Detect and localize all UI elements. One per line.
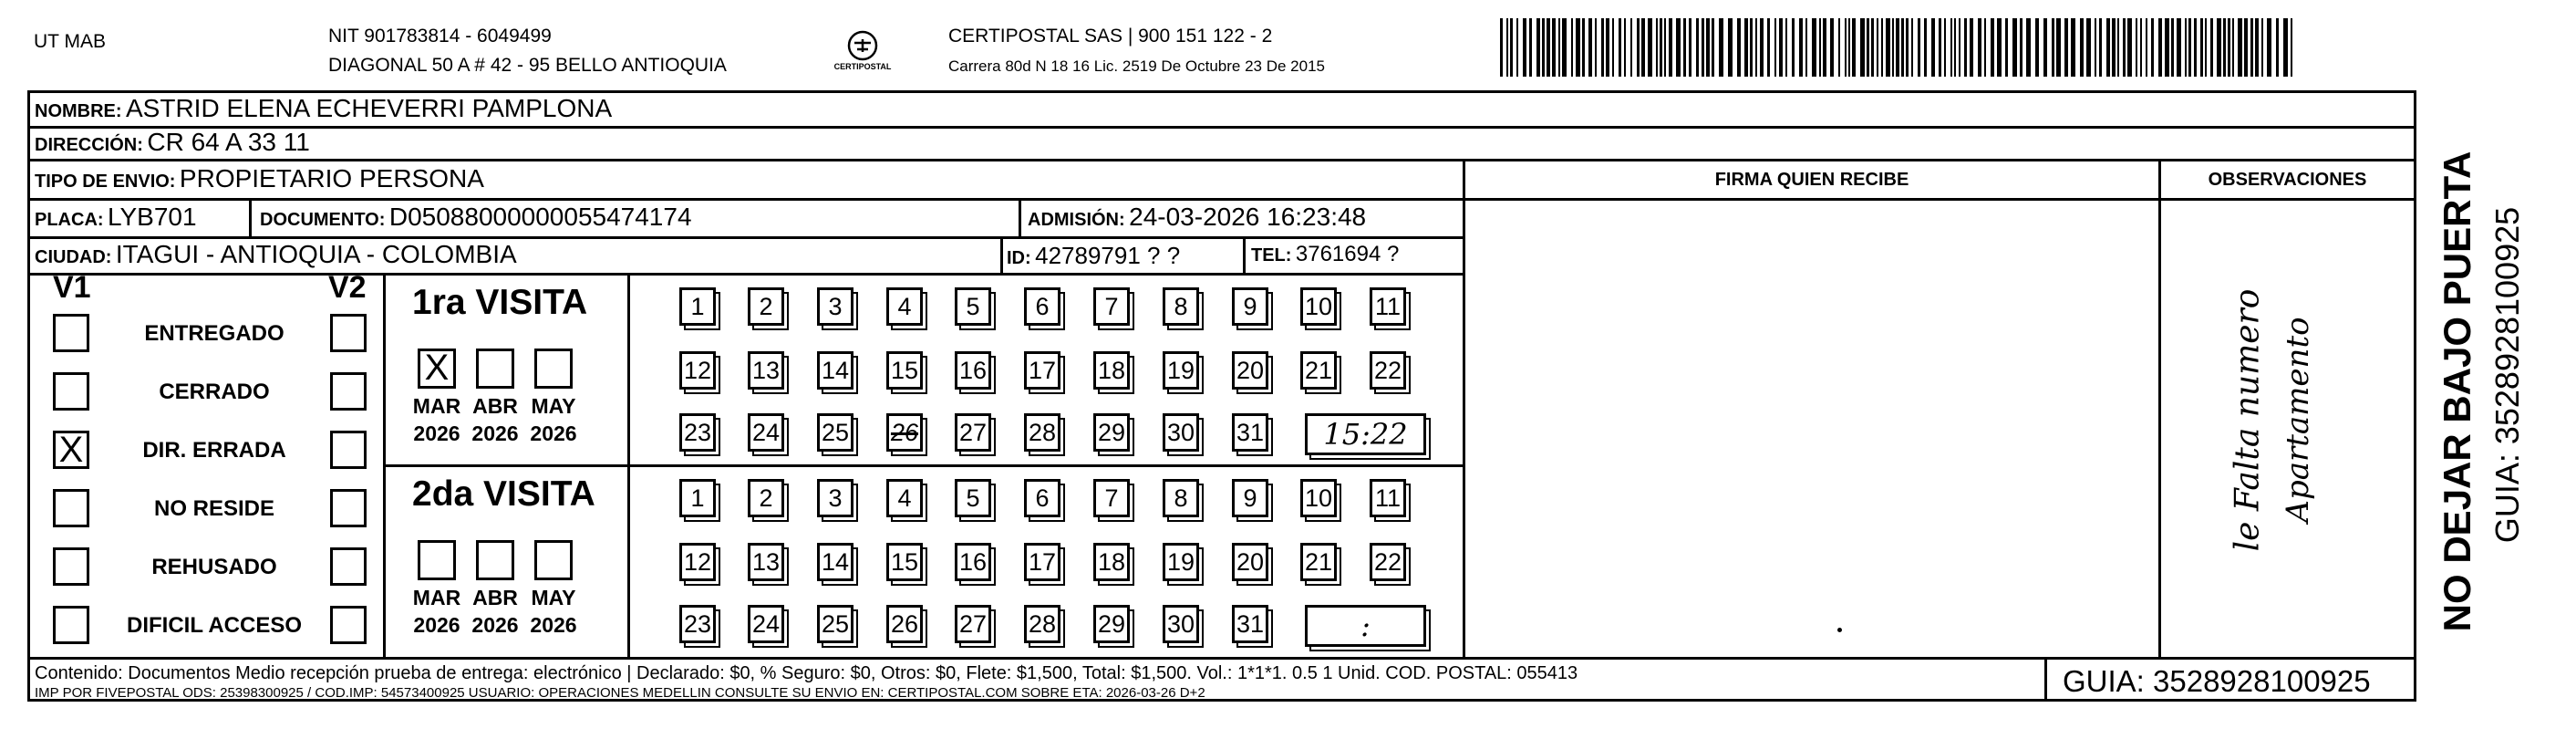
day-box[interactable]: 29: [1093, 605, 1130, 643]
day-box[interactable]: 11: [1370, 287, 1406, 326]
carrier-license: Carrera 80d N 18 16 Lic. 2519 De Octubre 23 De 2015: [948, 57, 1325, 75]
carrier-name: CERTIPOSTAL SAS | 900 151 122 - 2: [948, 26, 1273, 47]
day-box[interactable]: 26: [886, 605, 923, 643]
barcode-bar: [2146, 18, 2147, 77]
footer-guia-divider: [2044, 657, 2047, 701]
barcode-bar: [1510, 18, 1513, 77]
barcode-bar: [1728, 18, 1733, 77]
day-box[interactable]: 28: [1024, 605, 1060, 643]
day-box[interactable]: 31: [1232, 605, 1268, 643]
sender-address: DIAGONAL 50 A # 42 - 95 BELLO ANTIOQUIA: [328, 55, 727, 76]
barcode-bar: [1774, 18, 1776, 77]
day-box[interactable]: 17: [1024, 543, 1060, 581]
day-box[interactable]: 23: [679, 605, 716, 643]
barcode-bar: [2095, 18, 2096, 77]
status-v2-checkbox[interactable]: [330, 431, 367, 469]
barcode-bar: [2064, 18, 2068, 77]
day-box[interactable]: 3: [817, 479, 853, 517]
status-v1-checkbox[interactable]: [53, 606, 89, 644]
barcode-bar: [2261, 18, 2263, 77]
day-box[interactable]: 9: [1232, 287, 1268, 326]
barcode-bar: [1689, 18, 1691, 77]
month-year: 2026: [471, 613, 519, 637]
month-checkbox[interactable]: [476, 540, 514, 580]
observaciones-header: OBSERVACIONES: [2208, 170, 2367, 190]
v1-label: V1: [53, 270, 91, 305]
day-box[interactable]: 29: [1093, 413, 1130, 452]
barcode-bar: [2228, 18, 2230, 77]
direccion-value: CR 64 A 33 11: [147, 128, 310, 156]
barcode-bar: [1911, 18, 1913, 77]
barcode-bar: [1848, 18, 1850, 77]
contenido-text: Contenido: Documentos Medio recepción prueba de entrega: electrónico | Declarado: $0, % Seguro: $0, Otros: $0, Flete: $1,500, Total: $1,500. Vol.: 1*1*1. 0.5 1 Unid. COD. POSTAL: 055413: [35, 663, 1578, 683]
day-box[interactable]: 22: [1370, 351, 1406, 390]
status-v1-checkbox[interactable]: [53, 372, 89, 411]
month-checkbox[interactable]: X: [418, 349, 456, 389]
day-box[interactable]: 12: [679, 543, 716, 581]
nombre-value: ASTRID ELENA ECHEVERRI PAMPLONA: [126, 94, 613, 122]
barcode-bar: [1595, 18, 1597, 77]
barcode-bar: [1750, 18, 1753, 77]
company-code: UT MAB: [34, 31, 106, 52]
placa-value: LYB701: [108, 203, 197, 231]
barcode-bar: [1630, 18, 1632, 77]
barcode-bar: [1624, 18, 1626, 77]
id-field: [1007, 242, 1180, 270]
barcode-bar: [1970, 18, 1973, 77]
frame-left: [27, 90, 30, 702]
barcode-bar: [1852, 18, 1856, 77]
admision-divider: [1019, 198, 1021, 238]
barcode: [1500, 18, 2302, 77]
barcode-bar: [1719, 18, 1723, 77]
barcode-bar: [1664, 18, 1666, 77]
day-box[interactable]: 2: [748, 287, 784, 326]
logo-text: CERTIPOSTAL: [833, 62, 892, 71]
tel-divider: [1243, 236, 1246, 275]
signature-mark: [1837, 628, 1842, 632]
day-box[interactable]: 16: [955, 543, 991, 581]
barcode-bar: [1838, 18, 1840, 77]
nombre-label: NOMBRE:: [35, 101, 122, 121]
barcode-bar: [1706, 18, 1710, 77]
barcode-bar: [1950, 18, 1952, 77]
day-box[interactable]: 6: [1024, 287, 1060, 326]
barcode-bar: [1896, 18, 1899, 77]
barcode-bar: [1648, 18, 1652, 77]
day-box[interactable]: 5: [955, 287, 991, 326]
observaciones-note-line-1: le Falta numero: [2229, 288, 2267, 552]
barcode-bar: [1683, 18, 1686, 77]
firma-header: FIRMA QUIEN RECIBE: [1714, 170, 1909, 190]
barcode-bar: [2244, 18, 2248, 77]
day-box[interactable]: 17: [1024, 351, 1060, 390]
placa-field: [35, 203, 197, 232]
tel-value: 3761694 ?: [1295, 242, 1400, 266]
barcode-bar: [1562, 18, 1567, 77]
barcode-bar: [1576, 18, 1580, 77]
day-box[interactable]: 19: [1163, 543, 1199, 581]
barcode-bar: [1660, 18, 1662, 77]
barcode-bar: [1612, 18, 1614, 77]
barcode-bar: [1547, 18, 1550, 77]
nit-text: NIT 901783814 - 6049499: [328, 26, 552, 47]
day-box[interactable]: 20: [1232, 543, 1268, 581]
certipostal-logo: [826, 27, 899, 78]
barcode-bar: [1558, 18, 1560, 77]
status-v1-checkbox[interactable]: X: [53, 431, 89, 469]
ciudad-value: ITAGUI - ANTIOQUIA - COLOMBIA: [115, 240, 517, 268]
day-box[interactable]: 25: [817, 605, 853, 643]
day-box[interactable]: 14: [817, 543, 853, 581]
barcode-bar: [1506, 18, 1508, 77]
day-box[interactable]: 22: [1370, 543, 1406, 581]
barcode-bar: [2005, 18, 2008, 77]
barcode-bar: [1619, 18, 1621, 77]
barcode-bar: [1906, 18, 1909, 77]
row-line-footer: [27, 657, 2416, 660]
barcode-bar: [1877, 18, 1878, 77]
day-box[interactable]: 10: [1300, 479, 1337, 517]
barcode-bar: [1867, 18, 1869, 77]
status-v2-checkbox[interactable]: [330, 606, 367, 644]
day-box[interactable]: 4: [886, 287, 923, 326]
barcode-bar: [1637, 18, 1640, 77]
direccion-label: DIRECCIÓN:: [35, 135, 143, 155]
day-box[interactable]: 2: [748, 479, 784, 517]
day-box[interactable]: 23: [679, 413, 716, 452]
admision-value: 24-03-2026 16:23:48: [1129, 203, 1367, 231]
barcode-bar: [1552, 18, 1556, 77]
status-v2-checkbox[interactable]: [330, 489, 367, 527]
barcode-bar: [1669, 18, 1672, 77]
barcode-bar: [2200, 18, 2203, 77]
visit-divider: [383, 464, 1465, 467]
barcode-bar: [1500, 18, 1503, 77]
day-box[interactable]: 24: [748, 605, 784, 643]
admision-label: ADMISIÓN:: [1028, 210, 1125, 230]
barcode-bar: [2020, 18, 2023, 77]
admision-field: [1028, 203, 1366, 232]
month-year: 2026: [471, 422, 519, 445]
barcode-bar: [2071, 18, 2075, 77]
row-line-3: [27, 198, 2416, 201]
day-box[interactable]: 13: [748, 351, 784, 390]
barcode-bar: [1830, 18, 1834, 77]
day-box[interactable]: 19: [1163, 351, 1199, 390]
barcode-bar: [2177, 18, 2181, 77]
day-box[interactable]: 13: [748, 543, 784, 581]
visit-title: 2da VISITA: [412, 474, 595, 514]
barcode-bar: [2194, 18, 2197, 77]
barcode-bar: [1712, 18, 1714, 77]
barcode-bar: [2165, 18, 2169, 77]
barcode-bar: [1516, 18, 1518, 77]
day-box[interactable]: 15: [886, 351, 923, 390]
day-box[interactable]: 21: [1300, 351, 1337, 390]
barcode-bar: [2283, 18, 2288, 77]
barcode-bar: [1792, 18, 1795, 77]
barcode-bar: [1812, 18, 1816, 77]
barcode-bar: [1860, 18, 1865, 77]
status-v1-checkbox[interactable]: [53, 314, 89, 352]
barcode-bar: [1588, 18, 1592, 77]
barcode-bar: [1918, 18, 1920, 77]
row-line-1: [27, 126, 2416, 129]
ciudad-field: [35, 240, 517, 269]
barcode-bar: [2217, 18, 2221, 77]
month-checkbox[interactable]: [534, 349, 573, 389]
frame-top: [27, 90, 2416, 93]
barcode-bar: [1606, 18, 1609, 77]
status-v1-checkbox[interactable]: [53, 547, 89, 586]
barcode-bar: [2056, 18, 2061, 77]
day-box[interactable]: 27: [955, 413, 991, 452]
placa-divider: [249, 198, 252, 238]
barcode-bar: [1924, 18, 1927, 77]
visit-time-box[interactable]: 15:22: [1305, 413, 1426, 455]
barcode-bar: [1984, 18, 1986, 77]
barcode-bar: [1523, 18, 1526, 77]
barcode-bar: [2185, 18, 2187, 77]
barcode-bar: [1779, 18, 1783, 77]
barcode-bar: [2043, 18, 2047, 77]
side-guia: GUIA: 3528928100925: [2488, 206, 2526, 544]
day-box[interactable]: 30: [1163, 605, 1199, 643]
tel-label: TEL:: [1251, 245, 1292, 265]
barcode-bar: [2012, 18, 2017, 77]
month-year: 2026: [530, 422, 577, 445]
barcode-bar: [2106, 18, 2110, 77]
barcode-bar: [1959, 18, 1960, 77]
barcode-bar: [2158, 18, 2162, 77]
status-label: CERRADO: [159, 380, 270, 404]
month-year: 2026: [413, 422, 460, 445]
row-line-2: [27, 159, 2416, 161]
barcode-bar: [2123, 18, 2126, 77]
status-v2-checkbox[interactable]: [330, 547, 367, 586]
month-checkbox[interactable]: [476, 349, 514, 389]
id-divider: [1000, 236, 1003, 275]
day-box[interactable]: 20: [1232, 351, 1268, 390]
barcode-bar: [1676, 18, 1681, 77]
barcode-bar: [2250, 18, 2253, 77]
day-box[interactable]: 26: [886, 413, 923, 452]
day-box[interactable]: 5: [955, 479, 991, 517]
barcode-bar: [1696, 18, 1699, 77]
day-box[interactable]: 8: [1163, 479, 1199, 517]
barcode-bar: [1767, 18, 1770, 77]
day-box[interactable]: 10: [1300, 287, 1337, 326]
barcode-bar: [2267, 18, 2271, 77]
ciudad-label: CIUDAD:: [35, 247, 112, 267]
tel-field: [1251, 242, 1399, 267]
barcode-bar: [2112, 18, 2116, 77]
month-checkbox[interactable]: [418, 540, 456, 580]
month-checkbox[interactable]: [534, 540, 573, 580]
row-line-4: [27, 236, 1465, 239]
barcode-bar: [1819, 18, 1821, 77]
day-box[interactable]: 24: [748, 413, 784, 452]
id-value: 42789791 ? ?: [1035, 242, 1181, 269]
barcode-bar: [1571, 18, 1573, 77]
day-box[interactable]: 7: [1093, 479, 1130, 517]
barcode-bar: [2136, 18, 2137, 77]
barcode-bar: [2205, 18, 2207, 77]
tipo-envio-label: TIPO DE ENVIO:: [35, 172, 176, 192]
barcode-bar: [2223, 18, 2226, 77]
month-label: MAR: [412, 394, 461, 418]
barcode-bar: [2151, 18, 2154, 77]
barcode-bar: [2052, 18, 2054, 77]
day-box[interactable]: 14: [817, 351, 853, 390]
barcode-bar: [1641, 18, 1645, 77]
barcode-bar: [1799, 18, 1803, 77]
direccion-field: [35, 128, 310, 157]
barcode-bar: [1944, 18, 1946, 77]
day-box[interactable]: 1: [679, 479, 716, 517]
barcode-bar: [1845, 18, 1847, 77]
observaciones-note: [2188, 210, 2316, 648]
frame-right: [2414, 90, 2416, 702]
day-box[interactable]: 6: [1024, 479, 1060, 517]
barcode-bar: [1601, 18, 1604, 77]
status-label: NO RESIDE: [153, 496, 275, 521]
day-box[interactable]: 4: [886, 479, 923, 517]
day-box[interactable]: 25: [817, 413, 853, 452]
day-box[interactable]: 16: [955, 351, 991, 390]
barcode-bar: [2291, 18, 2292, 77]
month-year: 2026: [530, 613, 577, 637]
barcode-bar: [1536, 18, 1540, 77]
status-v2-checkbox[interactable]: [330, 372, 367, 411]
day-box[interactable]: 3: [817, 287, 853, 326]
status-v2-checkbox[interactable]: [330, 314, 367, 352]
barcode-bar: [1939, 18, 1941, 77]
barcode-bar: [2276, 18, 2279, 77]
barcode-bar: [1997, 18, 2002, 77]
barcode-bar: [1931, 18, 1935, 77]
barcode-bar: [2140, 18, 2142, 77]
barcode-bar: [1805, 18, 1807, 77]
barcode-bar: [1823, 18, 1826, 77]
day-box[interactable]: 18: [1093, 543, 1130, 581]
day-box[interactable]: 27: [955, 605, 991, 643]
day-box[interactable]: 8: [1163, 287, 1199, 326]
col-firma-left: [1463, 159, 1465, 659]
day-box[interactable]: 31: [1232, 413, 1268, 452]
barcode-bar: [2035, 18, 2039, 77]
documento-value: D05088000000055474174: [388, 203, 692, 231]
status-label: ENTREGADO: [144, 321, 284, 346]
barcode-bar: [1871, 18, 1874, 77]
barcode-bar: [2117, 18, 2119, 77]
day-box[interactable]: 28: [1024, 413, 1060, 452]
barcode-bar: [2127, 18, 2132, 77]
month-label: MAR: [412, 586, 461, 609]
barcode-bar: [1881, 18, 1883, 77]
imp-text: IMP POR FIVEPOSTAL ODS: 25398300925 / COD.IMP: 54573400925 USUARIO: OPERACIONES MEDELLIN CONSULTE SU ENVIO EN: CERTIPOSTAL.COM SOBRE ETA: 2026-03-26 D+2: [35, 685, 1205, 701]
month-label: MAY: [531, 586, 576, 609]
side-warning: NO DEJAR BAJO PUERTA: [2436, 151, 2478, 632]
barcode-bar: [1991, 18, 1994, 77]
barcode-bar: [1582, 18, 1585, 77]
barcode-bar: [1964, 18, 1967, 77]
barcode-bar: [1737, 18, 1741, 77]
barcode-bar: [2188, 18, 2191, 77]
barcode-bar: [1886, 18, 1890, 77]
barcode-bar: [2026, 18, 2031, 77]
barcode-bar: [2238, 18, 2242, 77]
footer-guia: GUIA: 3528928100925: [2063, 664, 2371, 698]
col-obs-left: [2158, 159, 2161, 659]
barcode-bar: [1760, 18, 1764, 77]
tipo-envio-value: PROPIETARIO PERSONA: [179, 164, 484, 193]
day-box[interactable]: 12: [679, 351, 716, 390]
barcode-bar: [1978, 18, 1981, 77]
barcode-bar: [1892, 18, 1894, 77]
day-box[interactable]: 30: [1163, 413, 1199, 452]
tipo-envio-field: [35, 164, 484, 193]
nombre-field: [35, 94, 612, 123]
barcode-bar: [1785, 18, 1787, 77]
status-v1-checkbox[interactable]: [53, 489, 89, 527]
v2-label: V2: [328, 270, 367, 305]
documento-field: [260, 203, 692, 232]
day-box[interactable]: 7: [1093, 287, 1130, 326]
day-box[interactable]: 15: [886, 543, 923, 581]
month-label: ABR: [472, 586, 518, 609]
barcode-bar: [1901, 18, 1904, 77]
status-label: DIFICIL ACCESO: [126, 613, 302, 638]
row-line-5: [27, 273, 1465, 276]
day-box[interactable]: 18: [1093, 351, 1130, 390]
barcode-bar: [2210, 18, 2213, 77]
barcode-bar: [2171, 18, 2174, 77]
day-box[interactable]: 21: [1300, 543, 1337, 581]
barcode-bar: [1954, 18, 1956, 77]
month-year: 2026: [413, 613, 460, 637]
barcode-bar: [2086, 18, 2091, 77]
barcode-bar: [2099, 18, 2102, 77]
day-box[interactable]: 9: [1232, 479, 1268, 517]
documento-label: DOCUMENTO:: [260, 210, 386, 230]
status-label: DIR. ERRADA: [142, 438, 286, 463]
visit-title: 1ra VISITA: [412, 283, 588, 322]
barcode-bar: [1755, 18, 1757, 77]
id-label: ID:: [1007, 248, 1031, 268]
observaciones-note-line-2: Apartamento: [2280, 317, 2316, 523]
barcode-bar: [2232, 18, 2234, 77]
visit-time-box[interactable]: :: [1305, 605, 1426, 647]
barcode-bar: [1529, 18, 1532, 77]
status-label: REHUSADO: [151, 555, 277, 579]
placa-label: PLACA:: [35, 210, 104, 230]
barcode-bar: [1656, 18, 1658, 77]
day-box[interactable]: 1: [679, 287, 716, 326]
barcode-bar: [1542, 18, 1545, 77]
barcode-bar: [1702, 18, 1704, 77]
barcode-bar: [2080, 18, 2084, 77]
barcode-bar: [2255, 18, 2259, 77]
barcode-bar: [1744, 18, 1748, 77]
month-label: MAY: [531, 394, 576, 418]
day-box[interactable]: 11: [1370, 479, 1406, 517]
month-label: ABR: [472, 394, 518, 418]
